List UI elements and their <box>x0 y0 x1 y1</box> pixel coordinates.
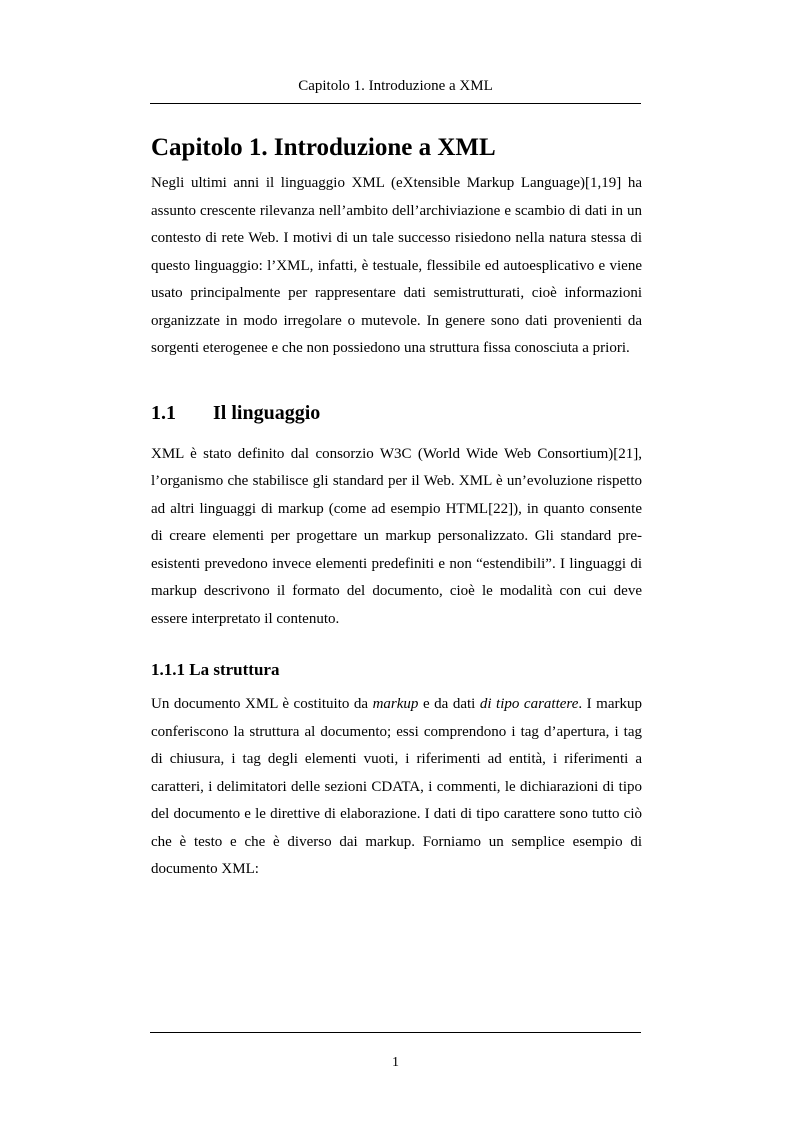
section-1-1-paragraph: XML è stato definito dal consorzio W3C (World Wide Web Consortium)[21], l’organismo che stabilisce gli standard per il Web. XML è un’evoluzione rispetto ad altri linguaggi di markup (come ad esempio HTML[22]), in quanto consente di creare elementi per progettare un markup personalizzato. Gli standard pre-esistenti prevedono invece elementi predefiniti e non “estendibili”. I linguaggi di markup descrivono il formato del documento, cioè le modalità con cui deve essere interpretato il contenuto. <box>151 445 642 627</box>
page-content <box>151 130 642 884</box>
subsection-heading-1-1-1: 1.1.1 La struttura <box>151 660 280 679</box>
chapter-title: Capitolo 1. Introduzione a XML <box>151 134 496 161</box>
footer-rule <box>150 1032 641 1033</box>
text-run: . I markup conferiscono la struttura al documento; essi comprendono i tag d’apertura, i tag di chiusura, i tag degli elementi vuoti, i riferimenti ad entità, i riferimenti a caratteri, i delimitatori delle sezioni CDATA, i commenti, le dichiarazioni di tipo del documento e le direttive di elaborazione. I dati di tipo carattere sono tutto ciò che è testo e che è diverso dai markup. Forniamo un semplice esempio di documento XML: <box>151 696 642 877</box>
subsection-1-1-1-paragraph <box>151 691 642 884</box>
section-heading-1-1 <box>151 399 642 427</box>
running-header: Capitolo 1. Introduzione a XML <box>298 78 493 94</box>
header-rule <box>150 103 641 104</box>
page-number: 1 <box>392 1055 399 1070</box>
text-run: Un documento XML è costituito da <box>151 696 373 712</box>
chapter-intro-paragraph: Negli ultimi anni il linguaggio XML (eXtensible Markup Language)[1,19] ha assunto crescente rilevanza nell’ambito dell’archiviazione e scambio di dati in un contesto di rete Web. I motivi di un tale successo risiedono nella natura stessa di questo linguaggio: l’XML, infatti, è testuale, flessibile ed autoesplicativo e viene usato principalmente per rappresentare dati semistrutturati, cioè informazioni organizzate in modo irregolare o mutevole. In genere sono dati provenienti da sorgenti eterogenee e che non possiedono una struttura fissa conosciuta a priori. <box>151 175 642 356</box>
italic-term-char-data: di tipo carattere <box>479 696 579 712</box>
italic-term-markup: markup <box>372 696 419 712</box>
section-title: Il linguaggio <box>213 401 321 424</box>
text-run: e da dati <box>418 696 480 712</box>
section-number: 1.1 <box>151 401 176 424</box>
